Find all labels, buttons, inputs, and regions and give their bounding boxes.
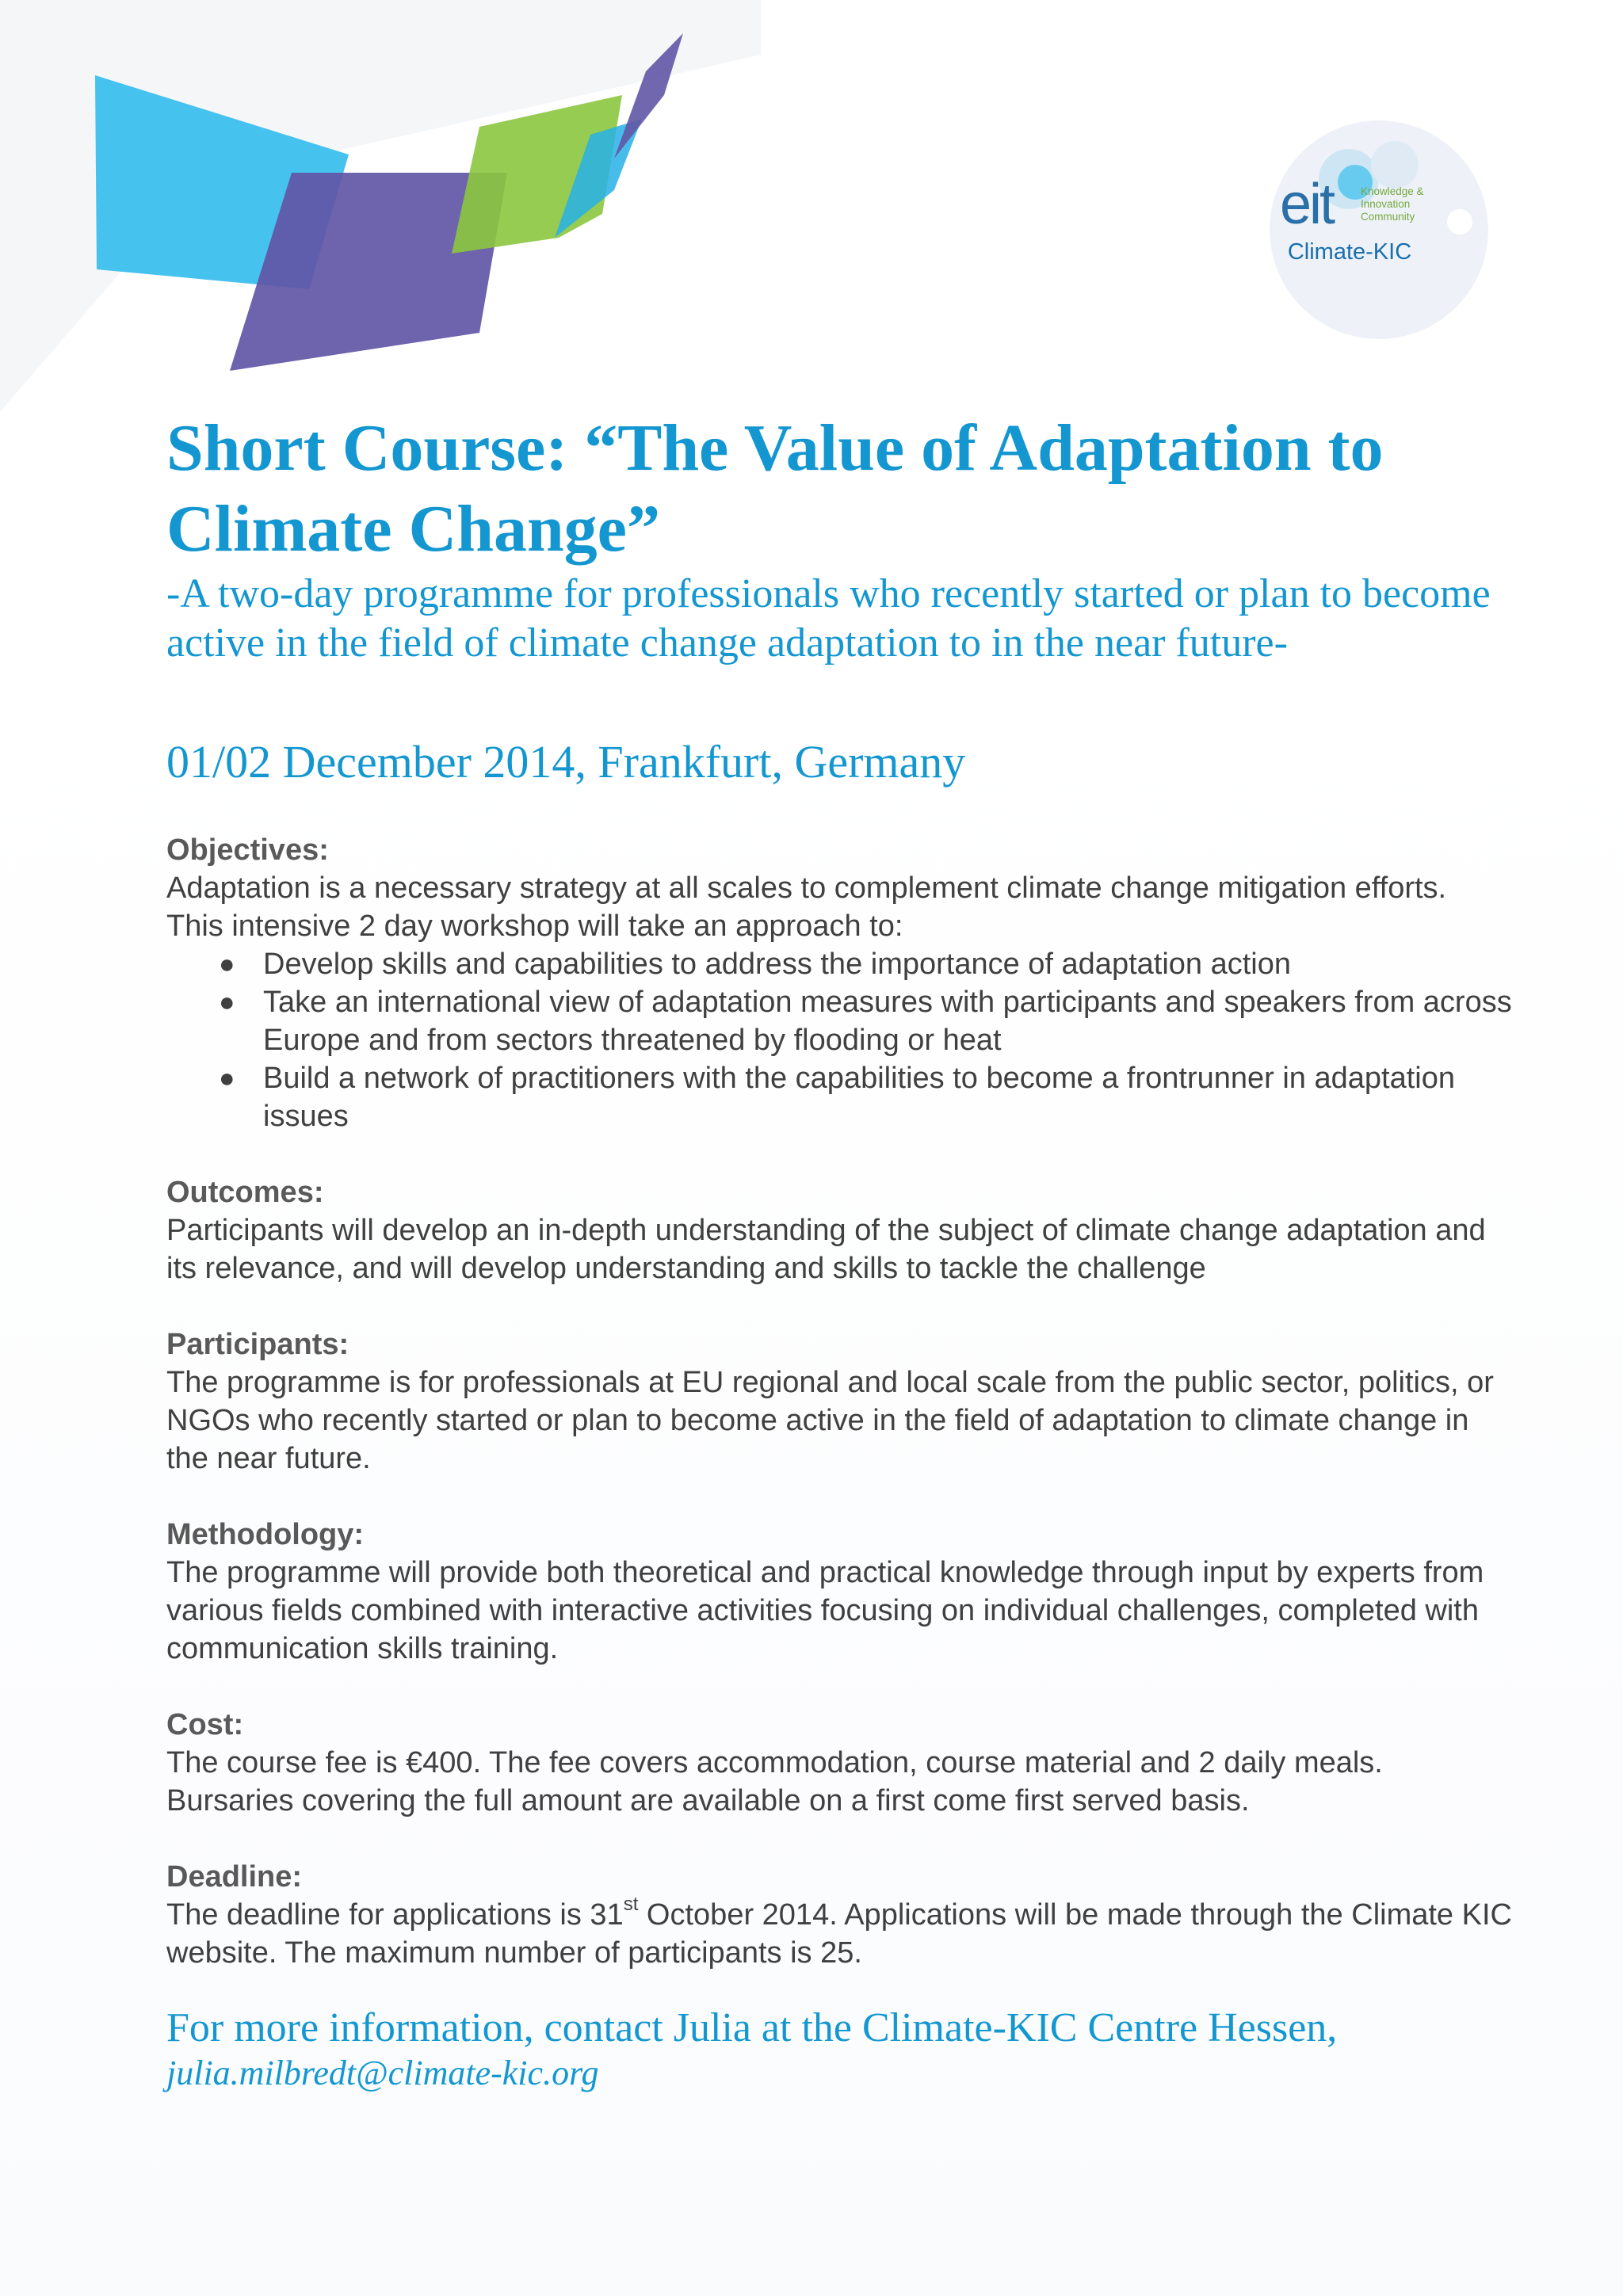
section-heading: Objectives: xyxy=(166,833,329,867)
section-heading: Outcomes: xyxy=(166,1176,324,1209)
participants-section xyxy=(166,1325,1514,1478)
logo-tagline: Knowledge & Innovation Community xyxy=(1361,185,1424,223)
contact-section xyxy=(166,2004,1514,2094)
objectives-section xyxy=(166,831,1514,1135)
page-subtitle: -A two-day programme for professionals who recently started or plan to become active in the field of climate change adaptation to in the near future- xyxy=(166,571,1491,666)
paragraph: The programme will provide both theoretical and practical knowledge through input by experts from various fields combined with interactive activities focusing on individual challenges, completed with communication skills training. xyxy=(166,1556,1484,1665)
paragraph: Participants will develop an in-depth understanding of the subject of climate change adaptation and its relevance, and will develop understanding and skills to tackle the challenge xyxy=(166,1214,1486,1285)
bullet-icon: ● xyxy=(219,1063,235,1093)
paragraph: This intensive 2 day workshop will take an approach to: xyxy=(166,910,903,943)
objectives-list xyxy=(166,945,1514,1135)
deadline-section xyxy=(166,1858,1514,1972)
paragraph: The deadline for applications is 31st October 2014. Applications will be made through the Climate KIC website. The maximum number of participants is 25. xyxy=(166,1894,1512,1970)
section-heading: Methodology: xyxy=(166,1518,365,1551)
bullet-icon: ● xyxy=(219,949,235,979)
decorative-ribbon-graphic xyxy=(0,0,761,444)
paragraph: The course fee is €400. The fee covers accommodation, course material and 2 daily meals. xyxy=(166,1746,1383,1779)
paragraph: Bursaries covering the full amount are available on a first come first served basis. xyxy=(166,1784,1250,1817)
contact-email-link[interactable]: julia.milbredt@climate-kic.org xyxy=(166,2054,599,2092)
bullet-icon: ● xyxy=(219,987,235,1017)
outcomes-section xyxy=(166,1173,1514,1287)
section-heading: Cost: xyxy=(166,1708,244,1741)
paragraph: Adaptation is a necessary strategy at all scales to complement climate change mitigation efforts. xyxy=(166,871,1447,905)
eit-logo-mark: eit xyxy=(1280,173,1334,236)
cost-section xyxy=(166,1706,1514,1820)
date-location: 01/02 December 2014, Frankfurt, Germany xyxy=(166,736,966,788)
page-title: Short Course: “The Value of Adaptation to Climate Change” xyxy=(166,411,1384,566)
list-item: ● Take an international view of adaptation measures with participants and speakers from across Europe and from sectors threatened by flooding or heat xyxy=(263,983,1514,1059)
contact-text: For more information, contact Julia at the Climate-KIC Centre Hessen, xyxy=(166,2005,1338,2050)
logo-name: Climate-KIC xyxy=(1287,239,1412,265)
paragraph: The programme is for professionals at EU regional and local scale from the public sector, politics, or NGOs who recently started or plan to become active in the field of adaptation to climate change in the near future. xyxy=(166,1366,1494,1475)
list-item: ● Build a network of practitioners with the capabilities to become a frontrunner in adaptation issues xyxy=(263,1059,1514,1135)
section-heading: Participants: xyxy=(166,1328,349,1361)
document-body xyxy=(166,408,1514,2132)
list-item: ● Develop skills and capabilities to address the importance of adaptation action xyxy=(263,945,1514,983)
section-heading: Deadline: xyxy=(166,1860,303,1894)
methodology-section xyxy=(166,1516,1514,1668)
